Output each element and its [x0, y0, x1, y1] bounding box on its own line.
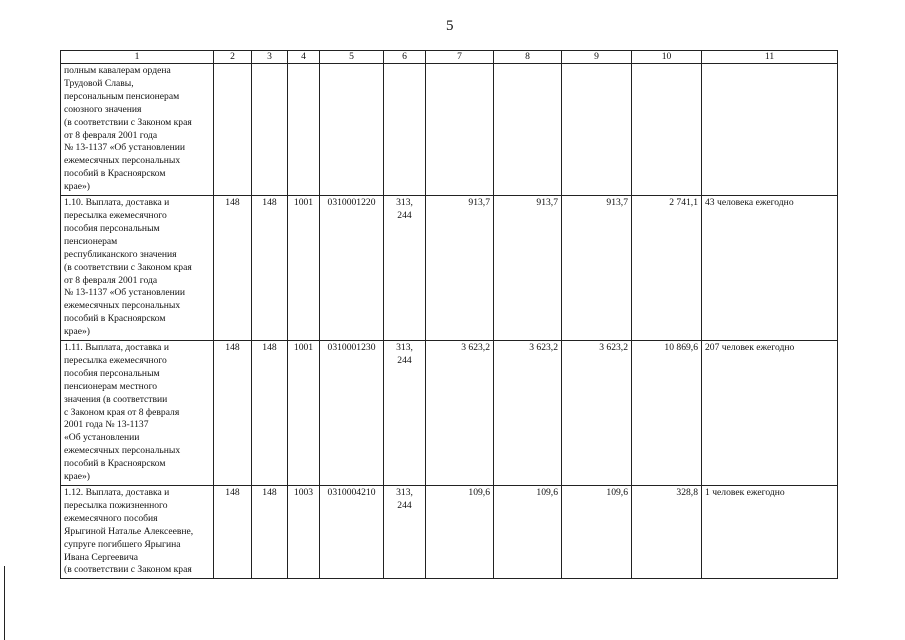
- cell-c7: [426, 64, 494, 196]
- column-header: 7: [426, 51, 494, 64]
- cell-c9: 913,7: [562, 196, 632, 341]
- cell-c9: 3 623,2: [562, 341, 632, 486]
- cell-c2: 148: [214, 341, 252, 486]
- cell-c9: [562, 64, 632, 196]
- cell-c3: 148: [252, 196, 288, 341]
- column-header: 11: [702, 51, 838, 64]
- column-header: 2: [214, 51, 252, 64]
- cell-c11: [702, 64, 838, 196]
- header-row: [61, 51, 838, 64]
- column-header: 6: [384, 51, 426, 64]
- cell-c8: 109,6: [494, 486, 562, 579]
- page-number: 5: [446, 18, 454, 34]
- cell-c6: 313, 244: [384, 341, 426, 486]
- cell-c10: 2 741,1: [632, 196, 702, 341]
- table-row: [61, 341, 838, 486]
- budget-table: [60, 50, 838, 579]
- cell-c7: 913,7: [426, 196, 494, 341]
- cell-c6: 313, 244: [384, 196, 426, 341]
- cell-c3: 148: [252, 341, 288, 486]
- column-header: 3: [252, 51, 288, 64]
- cell-c4: 1001: [288, 341, 320, 486]
- item-description: 1.10. Выплата, доставка и пересылка ежемесячного пособия персональным пенсионерам республиканского значения (в соответствии с Законом края от 8 февраля 2001 года № 13-1137 «Об установлении ежемесячных персональных пособий в Красноярском крае»): [61, 196, 214, 341]
- column-header: 9: [562, 51, 632, 64]
- cell-c3: [252, 64, 288, 196]
- cell-c10: 328,8: [632, 486, 702, 579]
- cell-c11: 43 человека ежегодно: [702, 196, 838, 341]
- table-row: [61, 196, 838, 341]
- cell-c2: 148: [214, 486, 252, 579]
- cell-c8: 3 623,2: [494, 341, 562, 486]
- table-row: [61, 64, 838, 196]
- cell-c4: [288, 64, 320, 196]
- cell-c5: 0310001230: [320, 341, 384, 486]
- cell-c8: 913,7: [494, 196, 562, 341]
- cell-c8: [494, 64, 562, 196]
- cell-c11: 207 человек ежегодно: [702, 341, 838, 486]
- cell-c5: 0310001220: [320, 196, 384, 341]
- cell-c5: [320, 64, 384, 196]
- cell-c6: 313, 244: [384, 486, 426, 579]
- scan-edge-line: [4, 566, 5, 640]
- cell-c7: 3 623,2: [426, 341, 494, 486]
- column-header: 1: [61, 51, 214, 64]
- cell-c5: 0310004210: [320, 486, 384, 579]
- cell-c4: 1001: [288, 196, 320, 341]
- cell-c2: [214, 64, 252, 196]
- table-row: [61, 486, 838, 579]
- cell-c2: 148: [214, 196, 252, 341]
- column-header: 10: [632, 51, 702, 64]
- cell-c6: [384, 64, 426, 196]
- cell-c3: 148: [252, 486, 288, 579]
- cell-c4: 1003: [288, 486, 320, 579]
- column-header: 4: [288, 51, 320, 64]
- cell-c7: 109,6: [426, 486, 494, 579]
- column-header: 5: [320, 51, 384, 64]
- item-description: полным кавалерам ордена Трудовой Славы, персональным пенсионерам союзного значения (в соответствии с Законом края от 8 февраля 2001 года № 13-1137 «Об установлении ежемесячных персональных пособий в Красноярском крае»): [61, 64, 214, 196]
- item-description: 1.12. Выплата, доставка и пересылка пожизненного ежемесячного пособия Ярыгиной Наталье Алексеевне, супруге погибшего Ярыгина Ивана Сергеевича (в соответствии с Законом края: [61, 486, 214, 579]
- column-header: 8: [494, 51, 562, 64]
- cell-c10: 10 869,6: [632, 341, 702, 486]
- cell-c10: [632, 64, 702, 196]
- cell-c9: 109,6: [562, 486, 632, 579]
- cell-c11: 1 человек ежегодно: [702, 486, 838, 579]
- item-description: 1.11. Выплата, доставка и пересылка ежемесячного пособия персональным пенсионерам местного значения (в соответствии с Законом края от 8 февраля 2001 года № 13-1137 «Об установлении ежемесячных персональных пособий в Красноярском крае»): [61, 341, 214, 486]
